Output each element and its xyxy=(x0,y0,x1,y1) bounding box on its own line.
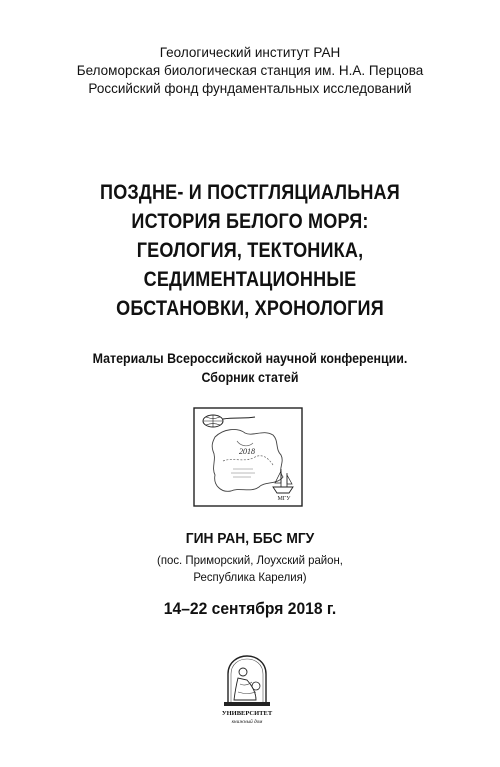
conference-emblem xyxy=(193,407,303,507)
organization-line: Геологический институт РАН xyxy=(159,45,341,60)
publisher-name: УНИВЕРСИТЕТ xyxy=(221,710,273,717)
title-line: СЕДИМЕНТАЦИОННЫЕ xyxy=(143,268,357,291)
organization-line: Российский фонд фундаментальных исследований xyxy=(88,81,412,96)
publisher-tagline: книжный дом xyxy=(231,719,263,725)
page-title xyxy=(35,178,465,323)
venue-title: ГИН РАН, ББС МГУ xyxy=(185,530,315,547)
publisher-logo xyxy=(216,652,278,727)
title-line: ОБСТАНОВКИ, ХРОНОЛОГИЯ xyxy=(116,297,384,320)
subtitle xyxy=(20,349,480,387)
title-line: ГЕОЛОГИЯ, ТЕКТОНИКА, xyxy=(136,239,364,262)
title-line: ИСТОРИЯ БЕЛОГО МОРЯ: xyxy=(131,210,369,233)
emblem-year: 2018 xyxy=(239,447,255,456)
title-line: ПОЗДНЕ- И ПОСТГЛЯЦИАЛЬНАЯ xyxy=(100,181,400,204)
subtitle-line: Сборник статей xyxy=(201,370,299,385)
venue-address-line: (пос. Приморский, Лоухский район, xyxy=(157,553,343,567)
venue-address xyxy=(13,552,488,586)
publisher-emblem-icon xyxy=(224,656,270,706)
emblem-org-abbr: МГУ xyxy=(277,496,291,502)
organization-line: Беломорская биологическая станция им. Н.А. Перцова xyxy=(76,63,424,78)
organizations-block xyxy=(0,44,500,98)
conference-dates: 14–22 сентября 2018 г. xyxy=(163,599,337,618)
venue-address-line: Республика Карелия) xyxy=(193,570,307,584)
subtitle-line: Материалы Всероссийской научной конференции. xyxy=(92,351,408,366)
